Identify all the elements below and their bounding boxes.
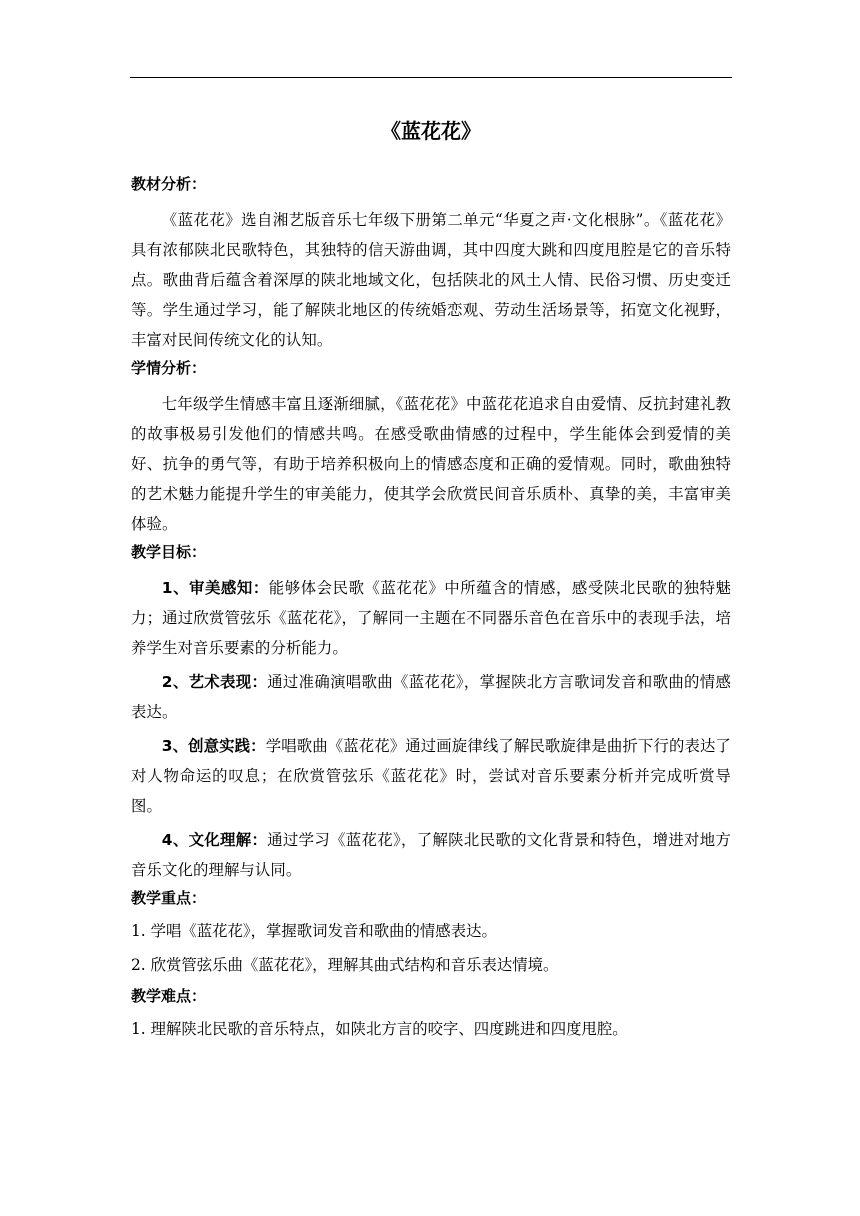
teaching-goals-heading: 教学目标：	[131, 543, 207, 561]
goal-creative-practice	[131, 731, 731, 821]
material-analysis-heading: 教材分析：	[131, 175, 207, 193]
goal-label: 2、艺术表现：	[161, 673, 268, 691]
goal-cultural-understanding	[131, 825, 731, 885]
goal-label: 4、文化理解：	[161, 831, 268, 849]
section-difficulties	[131, 987, 731, 1041]
goal-artistic-expression	[131, 667, 731, 727]
goal-text: 通过准确演唱歌曲《蓝花花》，掌握陕北方言歌词发音和歌曲的情感表达。	[131, 673, 731, 721]
section-material-analysis	[131, 175, 731, 355]
key-point-item: 2. 欣赏管弦乐曲《蓝花花》，理解其曲式结构和音乐表达情境。	[131, 956, 559, 974]
difficulties-heading: 教学难点：	[131, 987, 207, 1005]
learner-analysis-paragraph: 七年级学生情感丰富且逐渐细腻，《蓝花花》中蓝花花追求自由爱情、反抗封建礼教的故事极易引发他们的情感共鸣。在感受歌曲情感的过程中，学生能体会到爱情的美好、抗争的勇气等，有助于培养积极向上的情感态度和正确的爱情观。同时，歌曲独特的艺术魅力能提升学生的审美能力，使其学会欣赏民间音乐质朴、真挚的美，丰富审美体验。	[131, 395, 731, 533]
section-key-points	[131, 889, 731, 977]
material-analysis-paragraph: 《蓝花花》选自湘艺版音乐七年级下册第二单元“华夏之声·文化根脉”。《蓝花花》具有浓郁陕北民歌特色，其独特的信天游曲调，其中四度大跳和四度甩腔是它的音乐特点。歌曲背后蕴含着深厚的陕北地域文化，包括陕北的风土人情、民俗习惯、历史变迁等。学生通过学习，能了解陕北地区的传统婚恋观、劳动生活场景等，拓宽文化视野，丰富对民间传统文化的认知。	[131, 211, 731, 349]
goal-text: 学唱歌曲《蓝花花》通过画旋律线了解民歌旋律是曲折下行的表达了对人物命运的叹息；在欣赏管弦乐《蓝花花》时，尝试对音乐要素分析并完成听赏导图。	[131, 737, 731, 815]
header-rule	[130, 77, 732, 78]
key-points-heading: 教学重点：	[131, 889, 207, 907]
difficulty-item: 1. 理解陕北民歌的音乐特点，如陕北方言的咬字、四度跳进和四度甩腔。	[131, 1020, 628, 1038]
goal-text: 通过学习《蓝花花》，了解陕北民歌的文化背景和特色，增进对地方音乐文化的理解与认同。	[131, 831, 731, 879]
section-learner-analysis	[131, 359, 731, 539]
goal-label: 1、审美感知：	[161, 579, 269, 597]
document-title: 《蓝花花》	[381, 119, 481, 143]
goal-text: 能够体会民歌《蓝花花》中所蕴含的情感，感受陕北民歌的独特魅力；通过欣赏管弦乐《蓝花花》，了解同一主题在不同器乐音色在音乐中的表现手法，培养学生对音乐要素的分析能力。	[131, 579, 731, 657]
section-teaching-goals	[131, 543, 731, 885]
goal-aesthetic-perception	[131, 573, 731, 663]
document-content	[131, 117, 731, 1051]
key-point-item: 1. 学唱《蓝花花》，掌握歌词发音和歌曲的情感表达。	[131, 922, 497, 940]
learner-analysis-heading: 学情分析：	[131, 359, 207, 377]
goal-label: 3、创意实践：	[161, 737, 266, 755]
